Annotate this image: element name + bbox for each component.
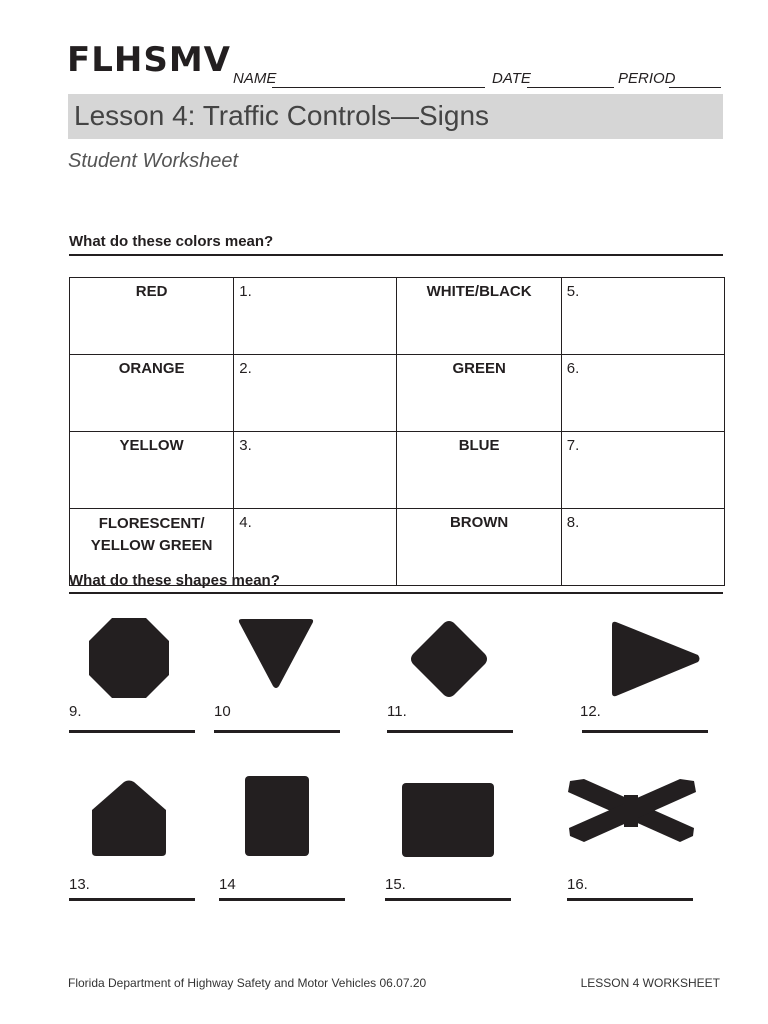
shape-number: 16. — [567, 876, 588, 893]
footer-org: Florida Department of Highway Safety and Motor Vehicles 06.07.20 — [68, 976, 427, 990]
answer-line[interactable] — [69, 898, 195, 901]
answer-cell[interactable]: 4. — [234, 509, 397, 586]
inverted-triangle-icon — [237, 618, 315, 690]
period-label: PERIOD — [618, 70, 676, 87]
answer-line[interactable] — [567, 898, 693, 901]
answer-line[interactable] — [385, 898, 511, 901]
answer-cell[interactable]: 3. — [234, 432, 397, 509]
answer-cell[interactable]: 5. — [561, 278, 724, 355]
color-label: YELLOW — [70, 432, 234, 509]
shape-number: 9. — [69, 703, 82, 720]
flhsmv-logo: FLHSMV — [67, 40, 231, 80]
color-label: WHITE/BLACK — [397, 278, 561, 355]
page-title: Lesson 4: Traffic Controls—Signs — [74, 100, 490, 131]
shape-number: 10 — [214, 703, 231, 720]
answer-line[interactable] — [582, 730, 708, 733]
color-label: ORANGE — [70, 355, 234, 432]
shape-number: 13. — [69, 876, 90, 893]
shape-number: 15. — [385, 876, 406, 893]
crossbuck-icon — [566, 778, 698, 844]
shapes-heading: What do these shapes mean? — [69, 572, 280, 589]
color-label: BLUE — [397, 432, 561, 509]
name-label: NAME — [233, 70, 277, 87]
shape-number: 12. — [580, 703, 601, 720]
color-label: BROWN — [397, 509, 561, 586]
footer-doc: LESSON 4 WORKSHEET — [580, 976, 720, 990]
answer-cell[interactable]: 2. — [234, 355, 397, 432]
date-label: DATE — [492, 70, 531, 87]
date-field[interactable] — [527, 87, 614, 88]
vertical-rectangle-icon — [244, 775, 310, 857]
colors-table — [69, 277, 725, 586]
diamond-icon — [410, 620, 488, 698]
title-banner — [68, 94, 723, 139]
answer-cell[interactable]: 1. — [234, 278, 397, 355]
page-subtitle: Student Worksheet — [68, 150, 239, 172]
color-label: FLORESCENT/ YELLOW GREEN — [70, 509, 234, 586]
horizontal-rectangle-icon — [401, 782, 495, 858]
colors-heading-rule — [69, 254, 723, 256]
period-field[interactable] — [669, 87, 721, 88]
table-row — [70, 278, 725, 355]
colors-heading: What do these colors mean? — [69, 233, 274, 250]
answer-line[interactable] — [219, 898, 345, 901]
pentagon-icon — [90, 780, 168, 858]
color-label: GREEN — [397, 355, 561, 432]
table-row — [70, 432, 725, 509]
answer-line[interactable] — [214, 730, 340, 733]
name-field[interactable] — [272, 87, 485, 88]
table-row — [70, 355, 725, 432]
answer-cell[interactable]: 6. — [561, 355, 724, 432]
octagon-icon — [88, 617, 170, 699]
shapes-heading-rule — [69, 592, 723, 594]
answer-cell[interactable]: 7. — [561, 432, 724, 509]
shape-number: 14 — [219, 876, 236, 893]
answer-line[interactable] — [69, 730, 195, 733]
color-label: RED — [70, 278, 234, 355]
pennant-icon — [610, 621, 702, 697]
answer-line[interactable] — [387, 730, 513, 733]
shape-number: 11. — [387, 703, 407, 720]
answer-cell[interactable]: 8. — [561, 509, 724, 586]
